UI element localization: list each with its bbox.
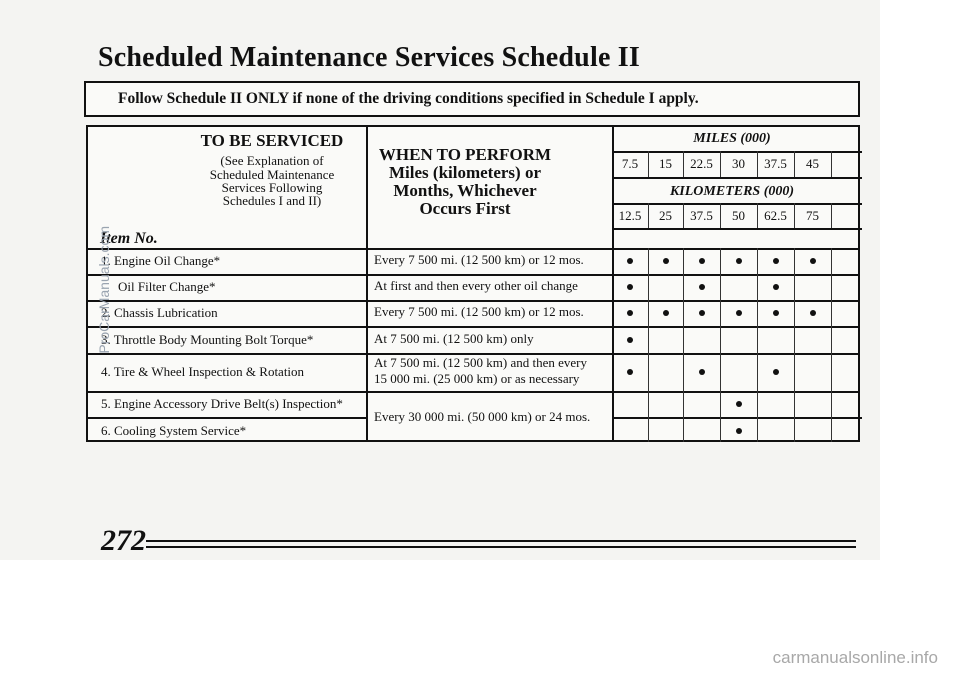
- km-column-divider: [720, 203, 721, 228]
- when-to-perform-text: Every 30 000 mi. (50 000 km) or 24 mos.: [374, 408, 591, 424]
- miles-value: 37.5: [764, 156, 787, 171]
- header-bottom-rule: [88, 248, 860, 250]
- header-rule: [612, 203, 862, 205]
- row-rule: [88, 391, 860, 393]
- km-value: 12.5: [618, 208, 642, 223]
- column-divider: [612, 127, 614, 442]
- service-item-label: 6. Cooling System Service*: [101, 422, 247, 438]
- interval-dot: [699, 310, 705, 316]
- site-watermark: carmanualsonline.info: [772, 648, 938, 667]
- interval-dot: [627, 258, 633, 264]
- km-column-divider: [794, 203, 795, 228]
- row-rule: [88, 417, 366, 419]
- km-value: 62.5: [764, 208, 787, 223]
- explanation-note-line: Scheduled Maintenance: [209, 167, 335, 182]
- interval-dot: [627, 284, 633, 290]
- when-to-perform-text: 15 000 mi. (25 000 km) or as necessary: [374, 371, 580, 386]
- km-value: 37.5: [690, 208, 713, 223]
- interval-dot: [699, 284, 705, 290]
- interval-column-divider: [794, 248, 795, 442]
- explanation-note-line: Schedules I and II): [222, 193, 322, 208]
- maintenance-table: [86, 125, 860, 442]
- miles-column-divider: [831, 151, 832, 177]
- interval-dot: [663, 310, 669, 316]
- when-to-perform-heading: WHEN TO PERFORM: [378, 145, 552, 164]
- service-item-label: 2. Chassis Lubrication: [101, 305, 218, 320]
- page-number: 272: [101, 524, 146, 557]
- interval-column-divider: [683, 248, 684, 442]
- when-to-perform-line: Miles (kilometers) or: [389, 163, 541, 182]
- interval-dot: [663, 258, 669, 264]
- miles-column-divider: [720, 151, 721, 177]
- interval-dot: [699, 369, 705, 375]
- to-be-serviced-heading: TO BE SERVICED: [200, 131, 344, 150]
- interval-dot: [699, 258, 705, 264]
- miles-value: 22.5: [690, 156, 713, 171]
- service-item-label: 4. Tire & Wheel Inspection & Rotation: [101, 364, 305, 379]
- row-rule: [88, 326, 860, 328]
- miles-value: 15: [659, 156, 672, 171]
- when-to-perform-text: Every 7 500 mi. (12 500 km) or 12 mos.: [374, 304, 584, 319]
- page-title: Scheduled Maintenance Services Schedule II: [98, 42, 640, 73]
- service-item-label: 5. Engine Accessory Drive Belt(s) Inspection*: [101, 396, 343, 411]
- when-to-perform-text: At 7 500 mi. (12 500 km) only: [374, 330, 534, 346]
- column-divider: [366, 127, 368, 442]
- kilometers-heading: KILOMETERS (000): [669, 184, 795, 199]
- service-item-label: 1. Engine Oil Change*: [101, 253, 221, 268]
- km-column-divider: [683, 203, 684, 228]
- footer-rule: [146, 546, 856, 548]
- explanation-note-line: (See Explanation of: [220, 153, 324, 168]
- when-to-perform-line: Occurs First: [419, 199, 511, 218]
- miles-value: 30: [732, 156, 745, 171]
- miles-column-divider: [683, 151, 684, 177]
- when-to-perform-text: Every 7 500 mi. (12 500 km) or 12 mos.: [374, 252, 584, 267]
- km-column-divider: [757, 203, 758, 228]
- interval-dot: [627, 369, 633, 375]
- service-item-label: Oil Filter Change*: [118, 279, 216, 294]
- miles-value: 7.5: [621, 156, 639, 171]
- miles-column-divider: [757, 151, 758, 177]
- row-rule: [88, 300, 860, 302]
- km-value: 25: [659, 208, 672, 223]
- interval-dot: [773, 284, 779, 290]
- header-rule: [612, 177, 862, 179]
- interval-dot: [736, 258, 742, 264]
- interval-dot: [773, 310, 779, 316]
- footer-rule: [146, 540, 856, 542]
- interval-dot: [810, 310, 816, 316]
- miles-value: 45: [806, 156, 819, 171]
- explanation-note-line: Services Following: [221, 180, 323, 195]
- interval-dot: [773, 258, 779, 264]
- when-to-perform-text: At 7 500 mi. (12 500 km) and then every: [374, 355, 588, 370]
- interval-column-divider: [831, 248, 832, 442]
- when-to-perform-text: At first and then every other oil change: [374, 278, 578, 293]
- interval-dot: [736, 428, 742, 434]
- interval-dot: [736, 401, 742, 407]
- km-value: 50: [732, 208, 745, 223]
- row-rule: [88, 274, 860, 276]
- schedule-note-banner: [84, 81, 860, 117]
- miles-column-divider: [794, 151, 795, 177]
- interval-column-divider: [648, 248, 649, 442]
- interval-dot: [810, 258, 816, 264]
- interval-dot: [627, 337, 633, 343]
- km-column-divider: [648, 203, 649, 228]
- miles-column-divider: [648, 151, 649, 177]
- header-rule: [612, 228, 862, 230]
- side-watermark: ProCarManuals.com: [96, 226, 112, 354]
- km-value: 75: [806, 208, 819, 223]
- service-item-label: 3. Throttle Body Mounting Bolt Torque*: [101, 331, 314, 347]
- interval-dot: [773, 369, 779, 375]
- interval-dot: [736, 310, 742, 316]
- schedule-note-text: Follow Schedule II ONLY if none of the driving conditions specified in Schedule I apply.: [118, 90, 699, 107]
- header-rule: [612, 151, 862, 153]
- item-no-heading: Item No.: [100, 230, 158, 247]
- when-to-perform-line: Months, Whichever: [393, 181, 537, 200]
- interval-dot: [627, 310, 633, 316]
- interval-column-divider: [757, 248, 758, 442]
- interval-column-divider: [720, 248, 721, 442]
- miles-heading: MILES (000): [693, 131, 771, 146]
- row-rule: [612, 417, 862, 419]
- km-column-divider: [831, 203, 832, 228]
